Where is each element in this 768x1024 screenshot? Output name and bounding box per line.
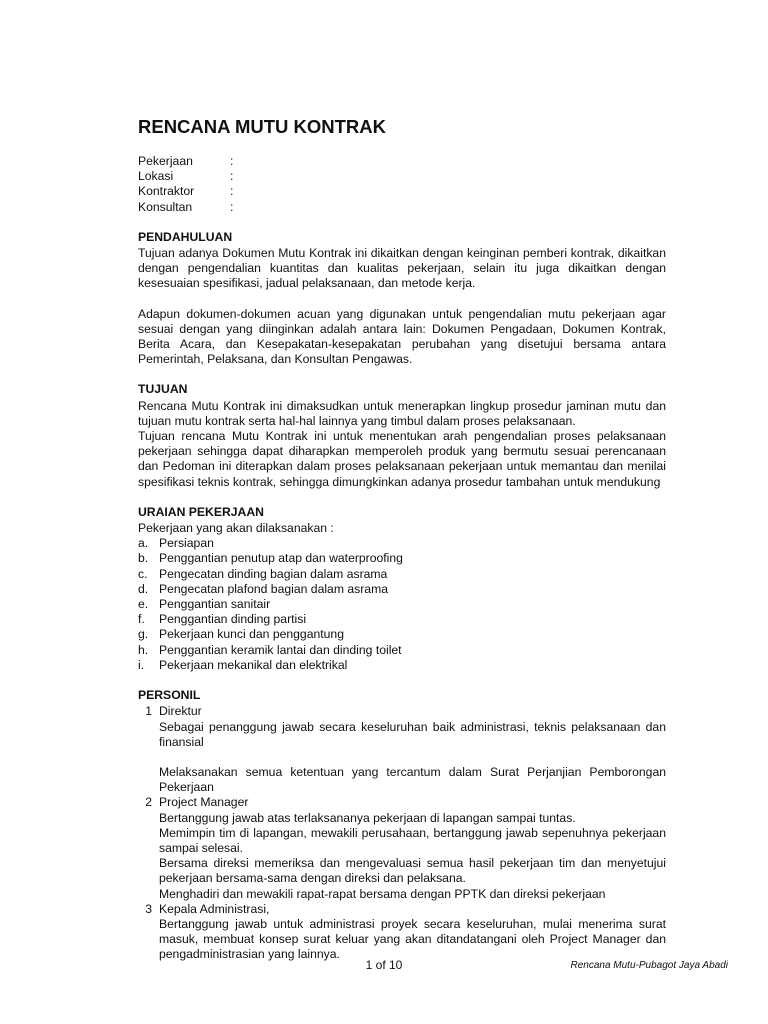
meta-colon: : bbox=[230, 199, 234, 214]
section-heading: PERSONIL bbox=[138, 688, 201, 703]
personnel-duty: Bertanggung jawab atas terlaksananya pekerjaan di lapangan sampai tuntas. bbox=[159, 810, 576, 825]
meta-row-pekerjaan bbox=[138, 154, 666, 169]
list-intro: Pekerjaan yang akan dilaksanakan : bbox=[138, 521, 334, 536]
meta-label: Konsultan bbox=[138, 199, 193, 214]
list-item-text: Pengecatan dinding bagian dalam asrama bbox=[159, 566, 388, 581]
section-heading: PENDAHULUAN bbox=[138, 229, 233, 244]
page-number: 1 of 10 bbox=[365, 958, 403, 972]
personnel-number-cell bbox=[138, 795, 159, 810]
personnel-description bbox=[159, 917, 666, 963]
meta-row-lokasi bbox=[138, 169, 666, 184]
personnel-number: 2 bbox=[145, 795, 152, 810]
list-item bbox=[138, 551, 666, 566]
personnel-title-row bbox=[138, 902, 666, 917]
list-marker: f. bbox=[138, 612, 145, 627]
personnel-number-cell bbox=[138, 902, 159, 917]
meta-label: Lokasi bbox=[138, 169, 174, 184]
list-marker: i. bbox=[138, 657, 145, 672]
list-item bbox=[138, 536, 666, 551]
list-item bbox=[138, 643, 666, 658]
paragraph: Tujuan rencana Mutu Kontrak ini untuk menentukan arah pengendalian proses pelaksanaan pekerjaan sehingga dapat diharapkan memperoleh produk yang bermutu sesuai perencanaan dan Pedoman ini diterapkan dalam proses pelaksanaan pekerjaan untuk memantau dan menilai spesifikasi teknis kontrak, sehingga dimungkinkan adanya prosedur tambahan untuk mendukung bbox=[138, 429, 666, 489]
personnel-duty: Bersama direksi memeriksa dan mengevaluasi semua hasil pekerjaan tim dan menyetujui pekerjaan bersama-sama dengan direksi dan pelaksana. bbox=[159, 856, 666, 886]
personnel-duty: Melaksanakan semua ketentuan yang tercantum dalam Surat Perjanjian Pemborongan Pekerjaan bbox=[159, 764, 666, 795]
personnel-title: Project Manager bbox=[159, 795, 249, 810]
section-uraian-pekerjaan bbox=[138, 505, 666, 673]
list-item bbox=[138, 627, 666, 642]
personnel-entry-kepala-administrasi bbox=[138, 902, 666, 963]
personnel-duty: Menghadiri dan mewakili rapat-rapat bersama dengan PPTK dan direksi pekerjaan bbox=[159, 886, 606, 901]
meta-colon: : bbox=[230, 169, 234, 184]
personnel-title: Kepala Administrasi, bbox=[159, 901, 270, 916]
meta-colon: : bbox=[230, 184, 234, 199]
list-item-text: Penggantian penutup atap dan waterproofing bbox=[159, 551, 403, 566]
list-item-text: Penggantian keramik lantai dan dinding toilet bbox=[159, 642, 402, 657]
list-item-text: Penggantian dinding partisi bbox=[159, 612, 307, 627]
list-item bbox=[138, 582, 666, 597]
paragraph: Rencana Mutu Kontrak ini dimaksudkan untuk menerapkan lingkup prosedur jaminan mutu dan tujuan mutu kontrak serta hal-hal lainnya yang timbul dalam proses pelaksanaan. bbox=[138, 398, 666, 428]
list-marker: b. bbox=[138, 551, 149, 566]
list-marker: c. bbox=[138, 566, 148, 581]
list-item bbox=[138, 597, 666, 612]
paragraph: Tujuan adanya Dokumen Mutu Kontrak ini dikaitkan dengan keinginan pemberi kontrak, dikaitkan dengan pengendalian kuantitas dan kualitas pekerjaan, selain itu juga dikaitkan dengan kesesuaian spesifikasi, jadual pelaksanaan, dan metode kerja. bbox=[138, 246, 666, 291]
meta-row-kontraktor bbox=[138, 184, 666, 199]
personnel-entry-direktur bbox=[138, 704, 666, 795]
list-item bbox=[138, 567, 666, 582]
personnel-description bbox=[159, 720, 666, 796]
list-item-text: Persiapan bbox=[159, 536, 214, 551]
personnel-number: 1 bbox=[145, 704, 152, 719]
list-item-text: Penggantian sanitair bbox=[159, 597, 271, 612]
list-marker: h. bbox=[138, 642, 149, 657]
personnel-title: Direktur bbox=[159, 704, 202, 719]
personnel-description bbox=[159, 811, 666, 902]
personnel-number: 3 bbox=[145, 901, 152, 916]
section-pendahuluan bbox=[138, 230, 666, 368]
list-item-text: Pekerjaan mekanikal dan elektrikal bbox=[159, 657, 348, 672]
personnel-duty: Memimpin tim di lapangan, mewakili perusahaan, bertanggung jawab sepenuhnya pekerjaan sampai selesai. bbox=[159, 825, 666, 855]
meta-label: Pekerjaan bbox=[138, 154, 193, 168]
section-heading: TUJUAN bbox=[138, 382, 188, 397]
personnel-title-row bbox=[138, 704, 666, 719]
section-personil bbox=[138, 688, 666, 962]
list-marker: g. bbox=[138, 627, 149, 642]
section-tujuan bbox=[138, 382, 666, 489]
list-item-text: Pekerjaan kunci dan penggantung bbox=[159, 627, 344, 642]
list-item bbox=[138, 658, 666, 673]
document-footer-name: Rencana Mutu-Pubagot Jaya Abadi bbox=[570, 960, 728, 971]
meta-colon: : bbox=[230, 154, 234, 168]
paragraph: Adapun dokumen-dokumen acuan yang digunakan untuk pengendalian mutu pekerjaan agar sesuai dengan yang diinginkan adalah antara lain: Dokumen Pengadaan, Dokumen Kontrak, Berita Acara, dan Kesepakatan-kesepakatan perubahan yang disetujui bersama antara Pemerintah, Pelaksana, dan Konsultan Pengawas. bbox=[138, 306, 666, 367]
section-heading: URAIAN PEKERJAAN bbox=[138, 504, 264, 519]
work-item-list bbox=[138, 536, 666, 673]
list-item bbox=[138, 612, 666, 627]
personnel-duty: Bertanggung jawab untuk administrasi proyek secara keseluruhan, mulai menerima surat masuk, membuat konsep surat keluar yang akan ditandatangani oleh Project Manager dan pengadministrasian yang lainnya. bbox=[159, 916, 666, 962]
meta-block bbox=[138, 154, 666, 215]
list-marker: d. bbox=[138, 581, 149, 596]
meta-row-konsultan bbox=[138, 200, 666, 215]
document-title: RENCANA MUTU KONTRAK bbox=[138, 116, 387, 137]
list-marker: e. bbox=[138, 597, 149, 612]
document-content bbox=[138, 116, 666, 963]
meta-label: Kontraktor bbox=[138, 184, 195, 199]
personnel-number-cell bbox=[138, 704, 159, 719]
personnel-title-row bbox=[138, 795, 666, 810]
list-item-text: Pengecatan plafond bagian dalam asrama bbox=[159, 581, 389, 596]
personnel-duty: Sebagai penanggung jawab secara keseluruhan baik administrasi, teknis pelaksanaan dan finansial bbox=[159, 719, 666, 749]
personnel-entry-project-manager bbox=[138, 795, 666, 901]
list-marker: a. bbox=[138, 536, 149, 551]
